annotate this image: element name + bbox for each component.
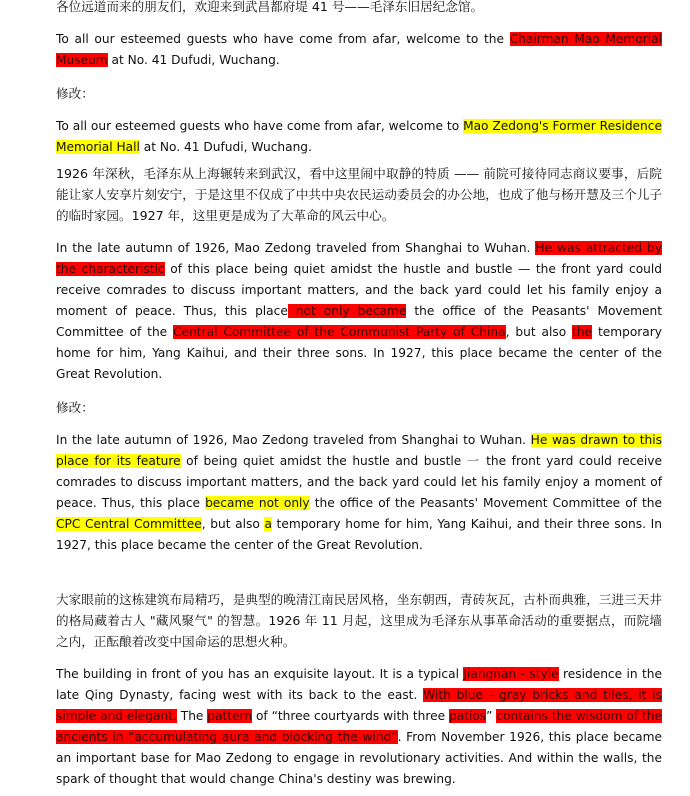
chinese-paragraph-2: 1926 年深秋，毛泽东从上海辗转来到武汉，看中这里闹中取静的特质 —— 前院可接待同志商议要事，后院能让家人安享片刻安宁，于是这里不仅成了中共中央农民运动委员会的办公地，也成了他与杨开慧及三个儿子的临时家园。1927 年，这里更是成为了大革命的风云中心。 [56, 166, 662, 223]
highlight-red: Chairman Mao Memorial Museum [56, 32, 662, 67]
highlight-red: Jiangnan - style [463, 667, 559, 681]
highlight-yellow: became not only [205, 496, 310, 510]
highlight-yellow: Mao Zedong's Former Residence Memorial Hall [56, 119, 662, 154]
highlight-yellow: a [264, 517, 272, 531]
english-paragraph-original-3: The building in front of you has an exquisite layout. It is a typical Jiangnan - style residence in the late Qing Dynasty, facing west with its back to the east. With blue - gray bricks and tiles, it is simple and elegant. The pattern of “three courtyards with three patios” contains the wisdom of the ancients in “accumulating aura and blocking the wind”. From November 1926, this place became an important base for Mao Zedong to engage in revolutionary activities. And within the walls, the spark of thought that would change China's destiny was brewing. [56, 667, 663, 786]
revision-label: 修改： [56, 400, 94, 415]
highlight-red: pattern [207, 709, 253, 723]
highlight-red: patios [448, 709, 487, 723]
english-paragraph-original-1: To all our esteemed guests who have come from afar, welcome to the Chairman Mao Memorial Museum at No. 41 Dufudi, Wuchang. [56, 32, 662, 67]
chinese-paragraph-1: 各位远道而来的朋友们，欢迎来到武昌都府堤 41 号——毛泽东旧居纪念馆。 [56, 0, 484, 14]
revision-label: 修改： [56, 86, 94, 101]
highlight-red: With blue - gray bricks and tiles, it is simple and elegant. [56, 688, 662, 723]
chinese-paragraph-3: 大家眼前的这栋建筑布局精巧，是典型的晚清江南民居风格，坐东朝西，青砖灰瓦，古朴而典雅，三进三天井的格局藏着古人 "藏风聚气" 的智慧。1926 年 11 月起，这里成为毛泽东从事革命活动的重要据点，而院墙之内，正酝酿着改变中国命运的思想火种。 [56, 592, 662, 649]
highlight-red: Central Committee of the Communist Party of China [173, 325, 506, 339]
english-paragraph-original-2: In the late autumn of 1926, Mao Zedong traveled from Shanghai to Wuhan. He was attracted by the characteristic of this place being quiet amidst the hustle and bustle — the front yard could receive comrades to discuss important matters, and the back yard could let his family enjoy a moment of peace. Thus, this place not only became the office of the Peasants' Movement Committee of the Central Committee of the Communist Party of China, but also the temporary home for him, Yang Kaihui, and their three sons. In 1927, this place became the center of the Great Revolution. [56, 241, 663, 381]
document-page [56, 0, 662, 790]
english-paragraph-revised-2: In the late autumn of 1926, Mao Zedong traveled from Shanghai to Wuhan. He was drawn to this place for its feature of being quiet amidst the hustle and bustle 一 the front yard could receive comrades to discuss important matters, and the back yard could let his family enjoy a moment of peace. Thus, this place became not only the office of the Peasants' Movement Committee of the CPC Central Committee, but also a temporary home for him, Yang Kaihui, and their three sons. In 1927, this place became the center of the Great Revolution. [56, 433, 663, 552]
english-paragraph-revised-1: To all our esteemed guests who have come from afar, welcome to Mao Zedong's Former Residence Memorial Hall at No. 41 Dufudi, Wuchang. [56, 119, 662, 154]
highlight-yellow: He was drawn to this place for its feature [56, 433, 662, 468]
highlight-yellow: CPC Central Committee [56, 517, 202, 531]
highlight-red: not only became [287, 304, 407, 318]
highlight-red: He was attracted by the characteristic [56, 241, 662, 276]
highlight-red: the [572, 325, 593, 339]
highlight-red: contains the wisdom of the ancients in “accumulating aura and blocking the wind” [56, 709, 662, 744]
